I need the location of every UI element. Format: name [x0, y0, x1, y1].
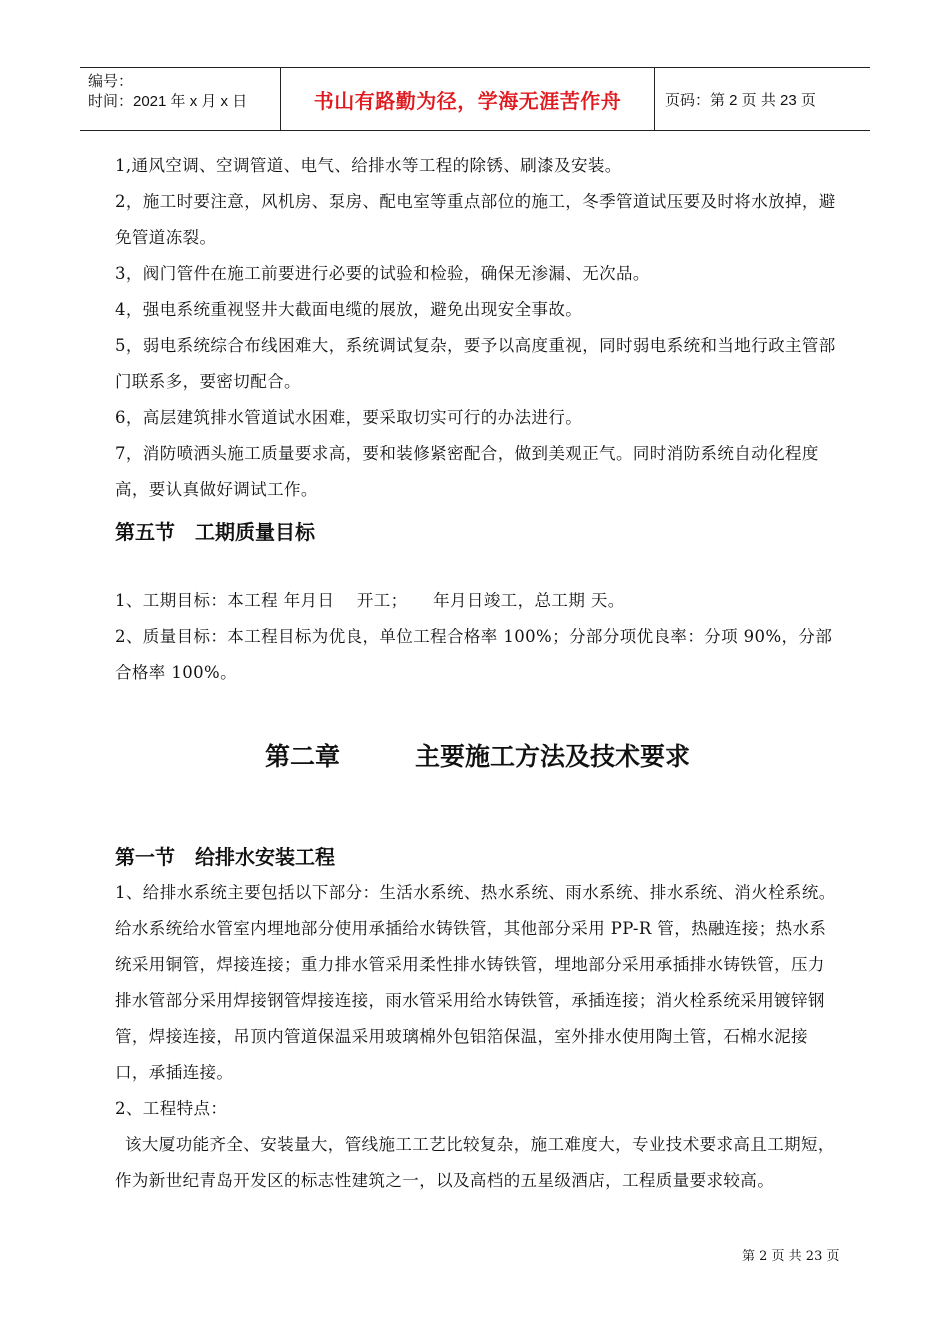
intro-item-3: 3，阀门管件在施工前要进行必要的试验和检验，确保无渗漏、无次品。 [115, 264, 650, 283]
intro-item-5: 5，弱电系统综合布线困难大，系统调试复杂，要予以高度重视，同时弱电系统和当地行政主管部门联系多，要密切配合。 [115, 336, 836, 391]
section1-title: 第一节 给排水安装工程 [115, 845, 335, 869]
page-footer: 第 2 页 共 23 页 [742, 1249, 840, 1264]
header-meta [80, 68, 281, 130]
intro-item-7: 7，消防喷洒头施工质量要求高，要和装修紧密配合，做到美观正气。同时消防系统自动化程度高，要认真做好调试工作。 [115, 444, 819, 499]
intro-item-2: 2，施工时要注意，风机房、泵房、配电室等重点部位的施工，冬季管道试压要及时将水放掉，避免管道冻裂。 [115, 192, 836, 247]
document-body [115, 148, 840, 1199]
header-time: 时间：2021 年 x 月 x 日 [88, 93, 248, 110]
goal-quality: 2、质量目标：本工程目标为优良，单位工程合格率 100%；分部分项优良率：分项 90%，分部合格率 100%。 [115, 627, 833, 682]
intro-item-4: 4，强电系统重视竖井大截面电缆的展放，避免出现安全事故。 [115, 300, 583, 319]
section1-paragraph-2: 该大厦功能齐全、安装量大，管线施工工艺比较复杂，施工难度大，专业技术要求高且工期短，作为新世纪青岛开发区的标志性建筑之一，以及高档的五星级酒店，工程质量要求较高。 [115, 1135, 835, 1190]
header-motto: 书山有路勤为径，学海无涯苦作舟 [281, 68, 655, 130]
section5-title: 第五节 工期质量目标 [115, 520, 315, 544]
section1-paragraph-1: 1、给排水系统主要包括以下部分：生活水系统、热水系统、雨水系统、排水系统、消火栓系统。给水系统给水管室内埋地部分使用承插给水铸铁管，其他部分采用 PP-R 管，热融连接；热水系统采用铜管，焊接连接；重力排水管采用柔性排水铸铁管，埋地部分采用承插排水铸铁管，压力排水管部分采用焊接钢管焊接连接，雨水管采用给水铸铁管，承插连接；消火栓系统采用镀锌钢管，焊接连接，吊顶内管道保温采用玻璃棉外包铝箔保温，室外排水使用陶土管，石棉水泥接口，承插连接。 [115, 883, 836, 1082]
intro-item-6: 6，高层建筑排水管道试水困难，要采取切实可行的办法进行。 [115, 408, 583, 427]
section1-features-label: 2、工程特点： [115, 1099, 228, 1118]
intro-item-1: 1,通风空调、空调管道、电气、给排水等工程的除锈、刷漆及安装。 [115, 156, 622, 175]
chapter2-title: 第二章 主要施工方法及技术要求 [264, 742, 690, 771]
page-header [80, 67, 870, 131]
goal-schedule: 1、工期目标：本工程 年月日 开工； 年月日竣工，总工期 天。 [115, 591, 625, 610]
header-number: 编号： [88, 73, 134, 90]
header-page-info: 页码：第 2 页 共 23 页 [665, 91, 816, 109]
